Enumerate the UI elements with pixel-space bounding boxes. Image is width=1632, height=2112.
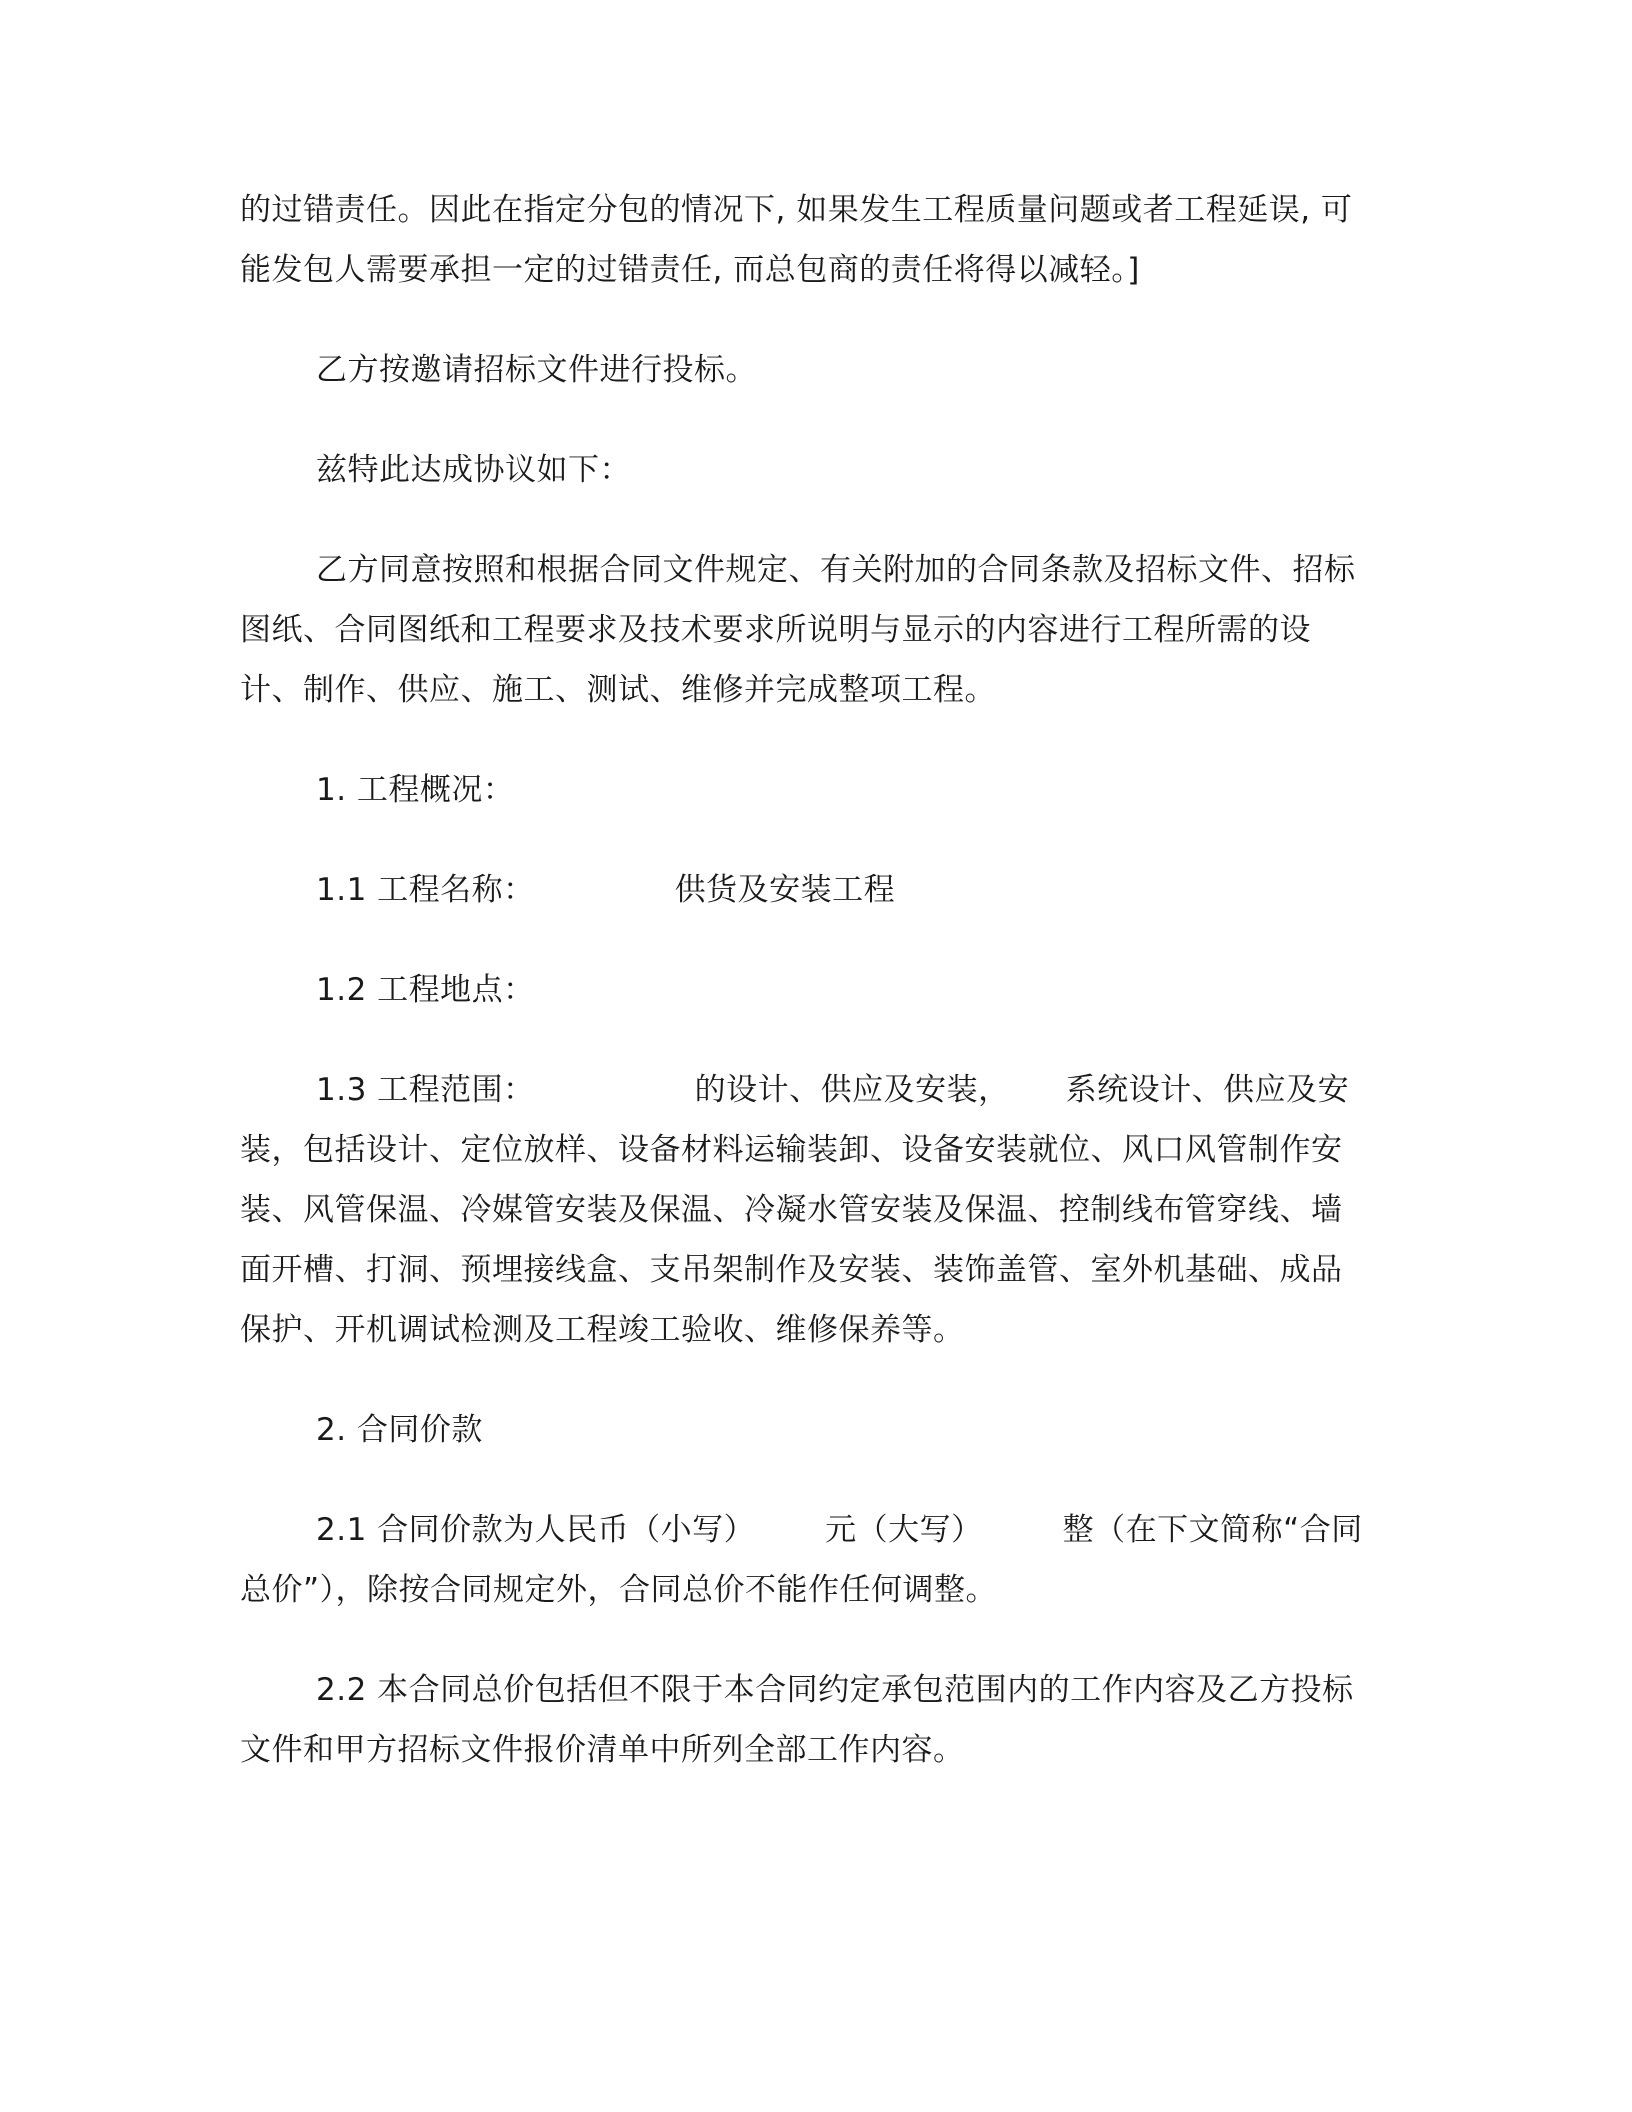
text-line: [240, 1500, 1370, 1560]
text-fragment: 系统设计、供应及安: [1065, 1072, 1350, 1108]
text-line: 面开槽、打洞、预埋接线盒、支吊架制作及安装、装饰盖管、室外机基础、成品: [240, 1252, 1343, 1288]
text-line: 计、制作、供应、施工、测试、维修并完成整项工程。: [240, 672, 996, 708]
field-label: 1.1 工程名称：: [316, 872, 535, 908]
paragraph-continuation: [240, 180, 1370, 300]
text-fragment: 2.1 合同价款为人民币（小写）: [316, 1512, 756, 1548]
text-line: 总价”），除按合同规定外，合同总价不能作任何调整。: [240, 1572, 998, 1608]
section-1-2-project-location: [240, 960, 1370, 1020]
text-line: 图纸、合同图纸和工程要求及技术要求所说明与显示的内容进行工程所需的设: [240, 612, 1311, 648]
text-fragment: 的设计、供应及安装，: [694, 1072, 1010, 1108]
section-1-heading: 1. 工程概况：: [316, 772, 515, 808]
text-line: 装，包括设计、定位放样、设备材料运输装卸、设备安装就位、风口风管制作安: [240, 1132, 1343, 1168]
section-2-heading: 2. 合同价款: [316, 1412, 483, 1448]
field-label: 1.3 工程范围：: [316, 1072, 535, 1108]
section-2-2-price-inclusion: [240, 1660, 1370, 1780]
section-1-1-project-name: [240, 860, 1370, 920]
document-page: [240, 180, 1370, 1820]
text-fragment: 整（在下文简称“合同: [1062, 1512, 1363, 1548]
text-line: 能发包人需要承担一定的过错责任, 而总包商的责任将得以减轻。]: [240, 252, 1140, 288]
text-line: 2.2 本合同总价包括但不限于本合同约定承包范围内的工作内容及乙方投标: [316, 1672, 1354, 1708]
paragraph-agreement: 兹特此达成协议如下：: [316, 452, 631, 488]
text-line: 保护、开机调试检测及工程竣工验收、维修保养等。: [240, 1312, 965, 1348]
paragraph-scope-of-work: [240, 540, 1370, 720]
text-line: [240, 1060, 1370, 1120]
text-fragment: 元（大写）: [825, 1512, 983, 1548]
text-line: 装、风管保温、冷媒管安装及保温、冷凝水管安装及保温、控制线布管穿线、墙: [240, 1192, 1343, 1228]
text-line: 的过错责任。因此在指定分包的情况下, 如果发生工程质量问题或者工程延误, 可: [240, 192, 1353, 228]
field-value: 供货及安装工程: [674, 872, 896, 908]
section-2-1-contract-price: [240, 1500, 1370, 1620]
text-line: 乙方同意按照和根据合同文件规定、有关附加的合同条款及招标文件、招标: [316, 552, 1356, 588]
section-1-3-project-scope: [240, 1060, 1370, 1360]
text-line: 文件和甲方招标文件报价清单中所列全部工作内容。: [240, 1732, 965, 1768]
paragraph-bid: 乙方按邀请招标文件进行投标。: [316, 352, 757, 388]
field-label: 1.2 工程地点：: [316, 972, 535, 1008]
